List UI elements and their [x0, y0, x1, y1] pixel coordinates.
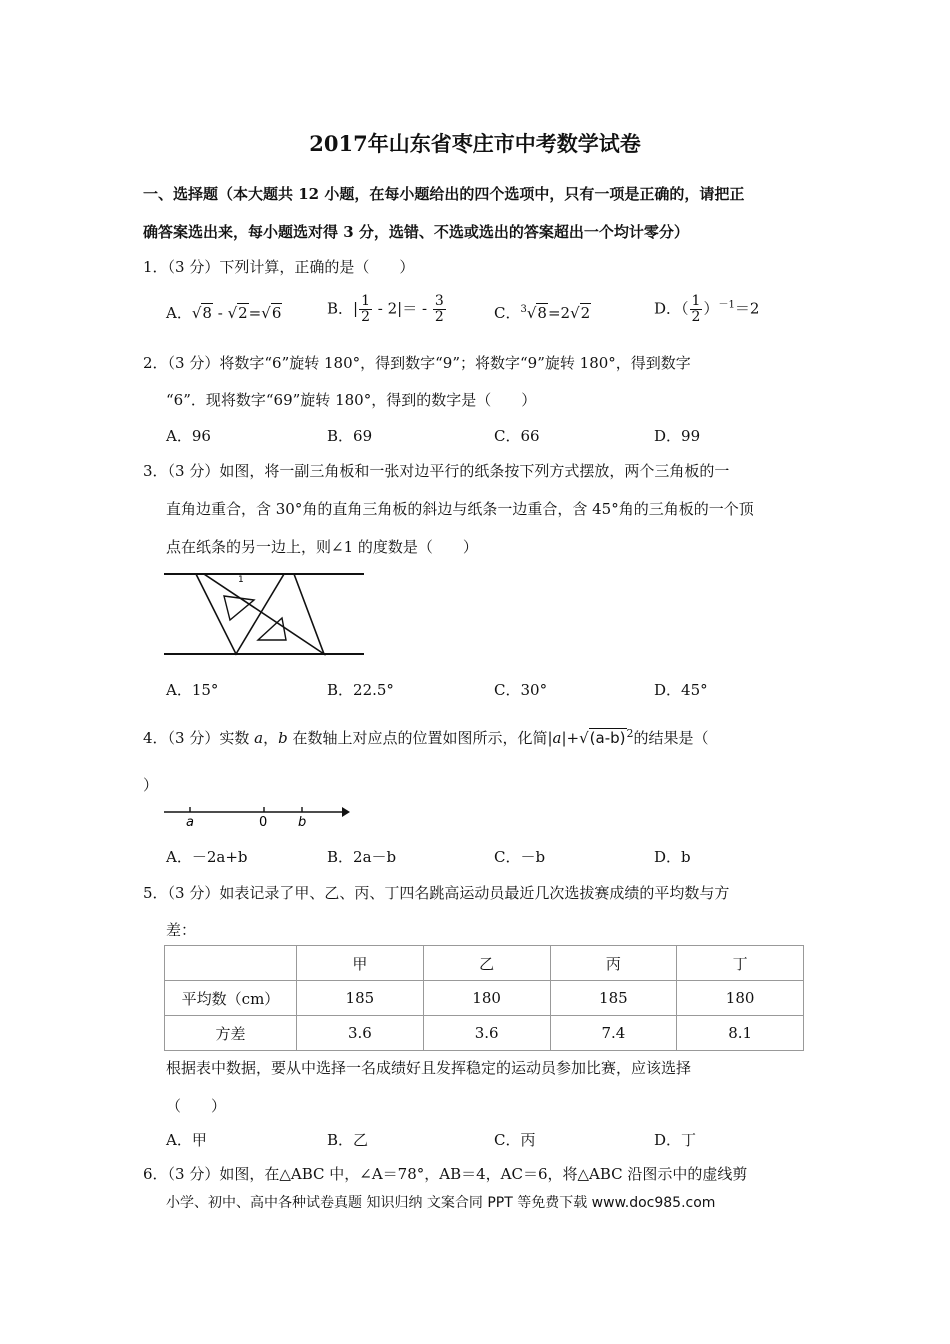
table-row [165, 981, 804, 1016]
q4-option-a: A．－2a+b [166, 848, 248, 866]
q1-option-d: D．（ $\frac{1}{2}$ ）$^{-1}$＝2 [654, 293, 760, 325]
table-row [165, 1016, 804, 1051]
q3-line1: 3．（3 分）如图，将一副三角板和一张对边平行的纸条按下列方式摆放，两个三角板的一 [143, 462, 730, 480]
q2-line1: 2．（3 分）将数字“6”旋转 180°，得到数字“9”；将数字“9”旋转 180°，得到数字 [143, 354, 691, 372]
table-cell: 180 [677, 981, 804, 1016]
q4-stem: 4．（3 分）实数 a，b 在数轴上对应点的位置如图所示，化简$|a|+√(a-b)^2$的结果是（ [143, 727, 709, 747]
table-cell: 180 [423, 981, 550, 1016]
section-heading-line1: 一、选择题（本大题共 12 小题，在每小题给出的四个选项中，只有一项是正确的，请把正 [143, 185, 745, 203]
q5-line1: 5．（3 分）如表记录了甲、乙、丙、丁四名跳高运动员最近几次选拔赛成绩的平均数与方 [143, 884, 730, 902]
q4-option-d: D．b [654, 848, 691, 866]
table-cell: 平均数（cm） [165, 981, 297, 1016]
triangle-45deg-hole [258, 618, 286, 640]
triangle-45deg [204, 574, 324, 654]
q4-line2: ） [143, 776, 159, 794]
angle-1-label: 1 [238, 575, 244, 585]
q3-option-b: B．22.5° [327, 681, 394, 699]
q6-line1: 6．（3 分）如图，在△ABC 中，∠A＝78°，AB＝4，AC＝6，将△ABC 沿图示中的虚线剪 [143, 1165, 748, 1183]
table-cell: 185 [297, 981, 424, 1016]
table-row [165, 946, 804, 981]
q5-after-line1: 根据表中数据，要从中选择一名成绩好且发挥稳定的运动员参加比赛，应该选择 [166, 1059, 692, 1077]
table-cell [165, 946, 297, 981]
table-cell: 3.6 [423, 1016, 550, 1051]
page-title: 2017年山东省枣庄市中考数学试卷 [309, 131, 641, 156]
axis-label-0: 0 [259, 815, 268, 828]
table-cell: 丁 [677, 946, 804, 981]
section-heading-line2: 确答案选出来，每小题选对得 3 分，选错、不选或选出的答案超出一个均计零分） [143, 223, 689, 241]
q3-line3: 点在纸条的另一边上，则∠1 的度数是（ ） [166, 538, 478, 556]
q5-option-b: B．乙 [327, 1131, 369, 1149]
table-cell: 3.6 [297, 1016, 424, 1051]
q3-figure [164, 566, 364, 662]
arrow-right-icon [342, 807, 350, 817]
q3-option-c: C．30° [494, 681, 548, 699]
table-cell: 方差 [165, 1016, 297, 1051]
q1-option-a: A．√8 - √2=√6 [166, 304, 282, 322]
q5-table [164, 945, 804, 1051]
table-cell: 甲 [297, 946, 424, 981]
table-cell: 丙 [550, 946, 677, 981]
q4-option-b: B．2a－b [327, 848, 397, 866]
triangle-30deg [196, 574, 284, 654]
axis-label-b: b [298, 815, 307, 828]
axis-label-a: a [186, 815, 194, 828]
q3-option-d: D．45° [654, 681, 708, 699]
q5-line2: 差： [166, 921, 197, 939]
q5-after-line2: （ ） [166, 1097, 227, 1115]
q1-option-b: B．| $\frac{1}{2}$ - 2|＝ - $\frac{3}{2}$ [327, 293, 444, 325]
q2-option-b: B．69 [327, 427, 373, 445]
q1-stem: 1．（3 分）下列计算，正确的是（ ） [143, 258, 415, 276]
page-footer: 小学、初中、高中各种试卷真题 知识归纳 文案合同 PPT 等免费下载 www.doc985.com [166, 1195, 716, 1211]
q3-line2: 直角边重合，含 30°角的直角三角板的斜边与纸条一边重合，含 45°角的三角板的一个顶 [166, 500, 754, 518]
q1-option-c: C．$^3$√8=2√2 [494, 304, 591, 322]
table-cell: 7.4 [550, 1016, 677, 1051]
q4-number-line [164, 800, 350, 828]
q2-line2: “6”．现将数字“69”旋转 180°，得到的数字是（ ） [166, 391, 537, 409]
q5-option-a: A．甲 [166, 1131, 207, 1149]
table-cell: 8.1 [677, 1016, 804, 1051]
q2-option-a: A．96 [166, 427, 211, 445]
triangle-30deg-hole [224, 596, 254, 620]
q5-option-c: C．丙 [494, 1131, 536, 1149]
table-cell: 乙 [423, 946, 550, 981]
q5-option-d: D．丁 [654, 1131, 697, 1149]
q2-option-c: C．66 [494, 427, 540, 445]
q3-option-a: A．15° [166, 681, 219, 699]
q2-option-d: D．99 [654, 427, 701, 445]
table-cell: 185 [550, 981, 677, 1016]
q4-option-c: C．－b [494, 848, 546, 866]
